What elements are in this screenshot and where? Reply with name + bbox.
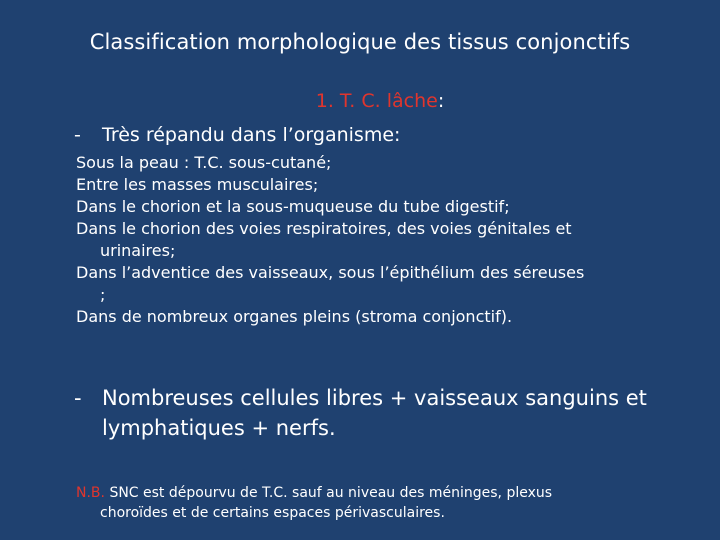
bullet-text: Très répandu dans l’organisme:: [102, 124, 401, 146]
slide-title: Classification morphologique des tissus conjonctifs: [89, 30, 631, 54]
footnote-label: N.B.: [76, 485, 105, 501]
list-item-continuation: ;: [100, 285, 106, 304]
section-heading-label: 1. T. C. lâche: [315, 90, 438, 112]
bullet-point-2: [74, 383, 714, 443]
footnote-line-1: SNC est dépourvu de T.C. sauf au niveau des méninges, plexus: [109, 485, 553, 501]
footnote: [76, 483, 686, 523]
section-heading-colon: :: [437, 90, 445, 112]
list-item: Sous la peau : T.C. sous-cutané;: [76, 153, 332, 172]
section-heading: [0, 90, 720, 112]
bullet-dash: -: [74, 124, 81, 146]
list-item: Entre les masses musculaires;: [76, 175, 319, 194]
location-list: [76, 152, 686, 328]
list-item: Dans l’adventice des vaisseaux, sous l’épithélium des séreuses: [76, 263, 585, 282]
list-item-continuation: urinaires;: [100, 241, 176, 260]
bullet-text-line-2: lymphatiques + nerfs.: [102, 416, 336, 440]
list-item: Dans de nombreux organes pleins (stroma conjonctif).: [76, 307, 513, 326]
footnote-line-2: choroïdes et de certains espaces périvasculaires.: [100, 505, 445, 521]
list-item: Dans le chorion et la sous-muqueuse du tube digestif;: [76, 197, 510, 216]
bullet-text-line-1: Nombreuses cellules libres + vaisseaux sanguins et: [102, 386, 647, 410]
bullet-dash: -: [74, 386, 82, 410]
list-item: Dans le chorion des voies respiratoires, des voies génitales et: [76, 219, 572, 238]
bullet-point-1: [74, 123, 400, 147]
